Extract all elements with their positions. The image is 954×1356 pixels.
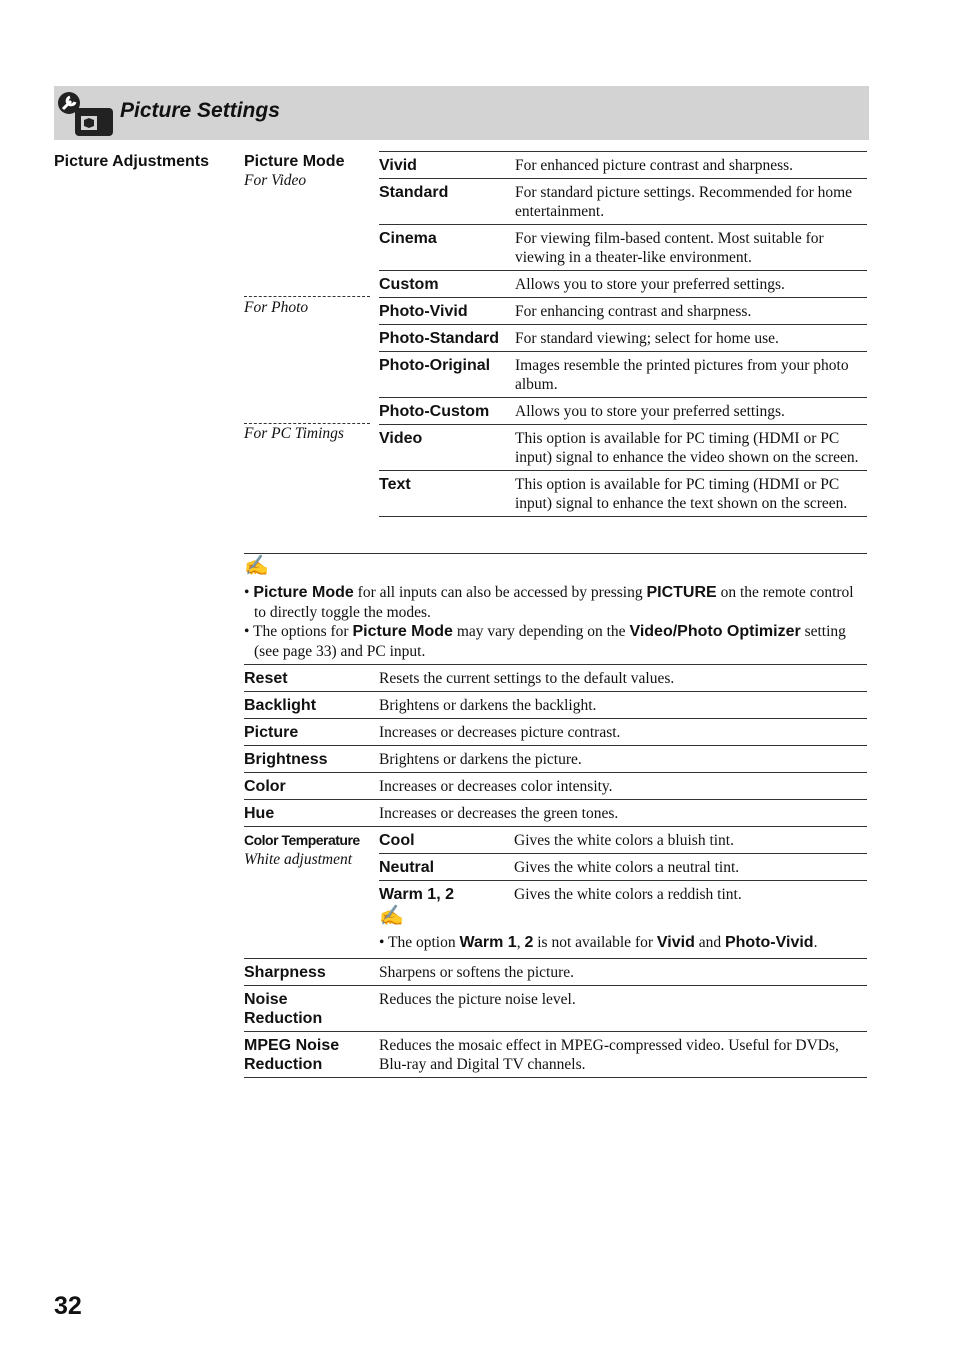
color-temp-cell: [244, 827, 379, 958]
option-name: Photo-Standard: [379, 330, 499, 347]
for-pc-label: For PC Timings: [244, 425, 344, 442]
pencil-note-icon: ✍: [379, 905, 404, 927]
option-description: For enhanced picture contrast and sharpness.: [515, 157, 794, 174]
table-row-color-temperature: [244, 827, 867, 959]
table-row: [379, 854, 867, 881]
option-description: Increases or decreases picture contrast.: [379, 724, 621, 741]
picture-mode-table: [379, 151, 867, 517]
note-text: setting (see page 33) and PC input.: [254, 623, 846, 660]
bold-term: Picture Mode: [352, 623, 453, 640]
pencil-note-icon: ✍: [244, 555, 269, 577]
page-title: Picture Settings: [120, 99, 280, 122]
table-row: [244, 1032, 867, 1078]
bold-term: 2: [524, 934, 534, 951]
table-row: [379, 352, 867, 398]
option-description: Gives the white colors a reddish tint.: [514, 886, 742, 903]
table-row: [379, 881, 867, 907]
divider: [244, 296, 370, 297]
option-name: MPEG Noise Reduction: [244, 1037, 340, 1073]
note-text: for all inputs can also be accessed by pressing: [353, 584, 647, 601]
option-name: Warm 1, 2: [379, 886, 454, 903]
table-row: [244, 692, 867, 719]
option-name: Vivid: [379, 157, 417, 174]
section-header: [54, 86, 869, 140]
table-row: [244, 986, 867, 1032]
note-text: on the remote control to directly toggle the modes.: [254, 584, 854, 621]
note-text: is not available for: [533, 934, 657, 951]
divider: [244, 423, 370, 424]
section-label: Picture Adjustments: [54, 153, 209, 170]
table-row: [244, 665, 867, 692]
option-description: Gives the white colors a neutral tint.: [514, 859, 740, 876]
note-item: • The options for Picture Mode may vary depending on the Video/Photo Optimizer setting (see page 33) and PC input.: [244, 623, 846, 660]
option-name: Custom: [379, 276, 439, 293]
bold-term: Photo-Vivid: [724, 934, 814, 951]
bold-term: Picture Mode: [253, 584, 354, 601]
table-row: [379, 325, 867, 352]
option-name: Text: [379, 476, 411, 493]
option-description: For viewing film-based content. Most suitable for viewing in a theater-like environment.: [515, 230, 824, 266]
table-row: [379, 152, 867, 179]
note-text: .: [813, 934, 818, 951]
option-description: Images resemble the printed pictures from your photo album.: [515, 357, 849, 393]
option-description: Allows you to store your preferred settings.: [515, 403, 785, 420]
option-description: For standard viewing; select for home use.: [515, 330, 779, 347]
option-description: Resets the current settings to the default values.: [379, 670, 675, 687]
note-text: The options for: [253, 623, 353, 640]
table-row: [379, 298, 867, 325]
option-description: For standard picture settings. Recommended for home entertainment.: [515, 184, 853, 220]
note-item: • Picture Mode for all inputs can also be accessed by pressing PICTURE on the remote control to directly toggle the modes.: [244, 584, 854, 621]
option-description: Increases or decreases color intensity.: [379, 778, 613, 795]
table-row: [244, 719, 867, 746]
option-description: Gives the white colors a bluish tint.: [514, 832, 734, 849]
option-description: Allows you to store your preferred settings.: [515, 276, 785, 293]
setting-name: Color Temperature: [244, 832, 360, 848]
bold-term: PICTURE: [646, 584, 717, 601]
table-row: [379, 827, 867, 854]
table-row: [379, 179, 867, 225]
page-number: 32: [54, 1292, 82, 1320]
setting-sub: White adjustment: [244, 851, 353, 868]
table-row: [379, 425, 867, 471]
option-name: Backlight: [244, 697, 317, 714]
note: ✍ • The option Warm 1, 2 is not available for Vivid and Photo-Vivid.: [379, 907, 867, 958]
color-temp-options: [379, 827, 867, 958]
option-name: Hue: [244, 805, 275, 822]
option-description: Increases or decreases the green tones.: [379, 805, 619, 822]
option-name: Brightness: [244, 751, 328, 768]
option-name: Cinema: [379, 230, 437, 247]
table-row: [379, 271, 867, 298]
option-name: Photo-Original: [379, 357, 491, 374]
note-text: and: [694, 934, 725, 951]
option-name: Picture: [244, 724, 299, 741]
table-row: [244, 959, 867, 986]
table-row: [244, 746, 867, 773]
picture-mode-label: Picture Mode: [244, 153, 345, 170]
option-name: Reset: [244, 670, 288, 687]
option-name: Photo-Vivid: [379, 303, 468, 320]
option-name: Color: [244, 778, 286, 795]
option-description: For enhancing contrast and sharpness.: [515, 303, 752, 320]
settings-table: [244, 664, 867, 1078]
note-text: may vary depending on the: [452, 623, 630, 640]
notes: [244, 553, 867, 661]
option-name: Standard: [379, 184, 449, 201]
option-name: Video: [379, 430, 423, 447]
option-name: Cool: [379, 832, 415, 849]
option-description: Reduces the mosaic effect in MPEG-compressed video. Useful for DVDs, Blu-ray and Digital TV channels.: [379, 1037, 839, 1073]
note-text: The option: [388, 934, 460, 951]
for-video-label: For Video: [244, 172, 307, 189]
settings-wrench-tv-icon: [58, 92, 114, 136]
option-description: This option is available for PC timing (HDMI or PC input) signal to enhance the video shown on the screen.: [515, 430, 859, 466]
option-name: Noise Reduction: [244, 991, 323, 1027]
option-name: Photo-Custom: [379, 403, 490, 420]
option-description: Reduces the picture noise level.: [379, 991, 576, 1008]
for-photo-label: For Photo: [244, 299, 309, 316]
option-name: Neutral: [379, 859, 435, 876]
table-row: [379, 398, 867, 425]
bold-term: Vivid: [656, 934, 695, 951]
option-description: Sharpens or softens the picture.: [379, 964, 574, 981]
bold-term: Warm 1: [459, 934, 517, 951]
table-row: [379, 471, 867, 517]
table-row: [244, 800, 867, 827]
option-description: This option is available for PC timing (HDMI or PC input) signal to enhance the text shown on the screen.: [515, 476, 848, 512]
table-row: [244, 773, 867, 800]
option-description: Brightens or darkens the backlight.: [379, 697, 597, 714]
note-text: ,: [516, 934, 525, 951]
bold-term: Video/Photo Optimizer: [629, 623, 801, 640]
table-row: [379, 225, 867, 271]
option-name: Sharpness: [244, 964, 326, 981]
option-description: Brightens or darkens the picture.: [379, 751, 582, 768]
